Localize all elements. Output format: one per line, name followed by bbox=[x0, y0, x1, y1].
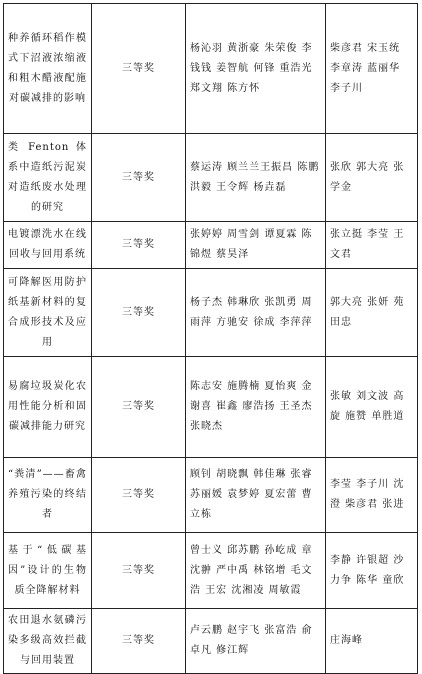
table-row bbox=[4, 4, 418, 134]
advisors-cell: 郭大亮 张妍 苑田忠 bbox=[326, 269, 418, 357]
table-row bbox=[4, 222, 418, 269]
authors-cell: 卢云鹏 赵宇飞 张富浩 俞卓凡 修江辉 bbox=[186, 609, 326, 674]
project-title-cell: 易腐垃圾炭化农用性能分析和固碳减排能力研究 bbox=[4, 357, 92, 458]
authors-cell: 杨沁羽 黄浙豪 朱荣俊 李钱钱 姜智航 何锋 重浩光 郑文翔 陈方怀 bbox=[186, 4, 326, 134]
authors-cell: 杨子杰 韩琳欣 张凯勇 周雨萍 方驰安 徐成 李萍萍 bbox=[186, 269, 326, 357]
table-row bbox=[4, 134, 418, 222]
authors-cell: 曾士义 邱苏鹏 孙屹成 章沈翀 严中禹 林铭增 毛文浩 王宏 沈湘凌 周敏霞 bbox=[186, 533, 326, 609]
award-level-cell: 三等奖 bbox=[92, 222, 186, 269]
advisors-cell: 李莹 李子川 沈澄 柴彦君 张进 bbox=[326, 458, 418, 533]
project-title-cell: 电镀漂洗水在线回收与回用系统 bbox=[4, 222, 92, 269]
authors-cell: 顾钊 胡晓飘 韩佳琳 张睿苏丽媛 袁梦婷 夏宏蕾 曹立栋 bbox=[186, 458, 326, 533]
award-level-cell: 三等奖 bbox=[92, 609, 186, 674]
table-row bbox=[4, 609, 418, 674]
table-row bbox=[4, 269, 418, 357]
award-level-cell: 三等奖 bbox=[92, 533, 186, 609]
authors-cell: 张婷婷 周雪剑 谭夏霖 陈锦煜 蔡昊泽 bbox=[186, 222, 326, 269]
authors-cell: 蔡运涛 顾兰兰王振昌 陈鹏 洪毅 王令辉 杨垚磊 bbox=[186, 134, 326, 222]
award-level-cell: 三等奖 bbox=[92, 4, 186, 134]
advisors-cell: 张欣 郭大亮 张学金 bbox=[326, 134, 418, 222]
authors-cell: 陈志安 施腾楠 夏怡爽 金谢喜 崔鑫 廖浩扬 王圣杰 张晓杰 bbox=[186, 357, 326, 458]
advisors-cell: 柴彦君 宋玉统 李章涛 蓝丽华 李子川 bbox=[326, 4, 418, 134]
project-title-cell: 农田退水氨磷污染多级高效拦截与回用装置 bbox=[4, 609, 92, 674]
award-level-cell: 三等奖 bbox=[92, 357, 186, 458]
project-title-cell: 基于“低碳基因”设计的生物质全降解材料 bbox=[4, 533, 92, 609]
project-title-cell: 种养循环稻作模式下沼液浓缩液和粗木醋液配施对碳减排的影响 bbox=[4, 4, 92, 134]
awards-table-body bbox=[4, 4, 418, 674]
table-row bbox=[4, 533, 418, 609]
advisors-cell: 张敏 刘文波 高旋 施赞 单胜道 bbox=[326, 357, 418, 458]
awards-table bbox=[3, 3, 418, 674]
award-level-cell: 三等奖 bbox=[92, 458, 186, 533]
advisors-cell: 李静 许银超 沙力争 陈华 童欣 bbox=[326, 533, 418, 609]
advisors-cell: 庄海峰 bbox=[326, 609, 418, 674]
advisors-cell: 张立挺 李莹 王文君 bbox=[326, 222, 418, 269]
table-row bbox=[4, 458, 418, 533]
award-level-cell: 三等奖 bbox=[92, 269, 186, 357]
table-row bbox=[4, 357, 418, 458]
project-title-cell: “粪清”——畜禽养殖污染的终结者 bbox=[4, 458, 92, 533]
project-title-cell: 可降解医用防护纸基新材料的复合成形技术及应用 bbox=[4, 269, 92, 357]
award-level-cell: 三等奖 bbox=[92, 134, 186, 222]
project-title-cell: 类 Fenton 体系中造纸污泥炭对造纸废水处理的研究 bbox=[4, 134, 92, 222]
